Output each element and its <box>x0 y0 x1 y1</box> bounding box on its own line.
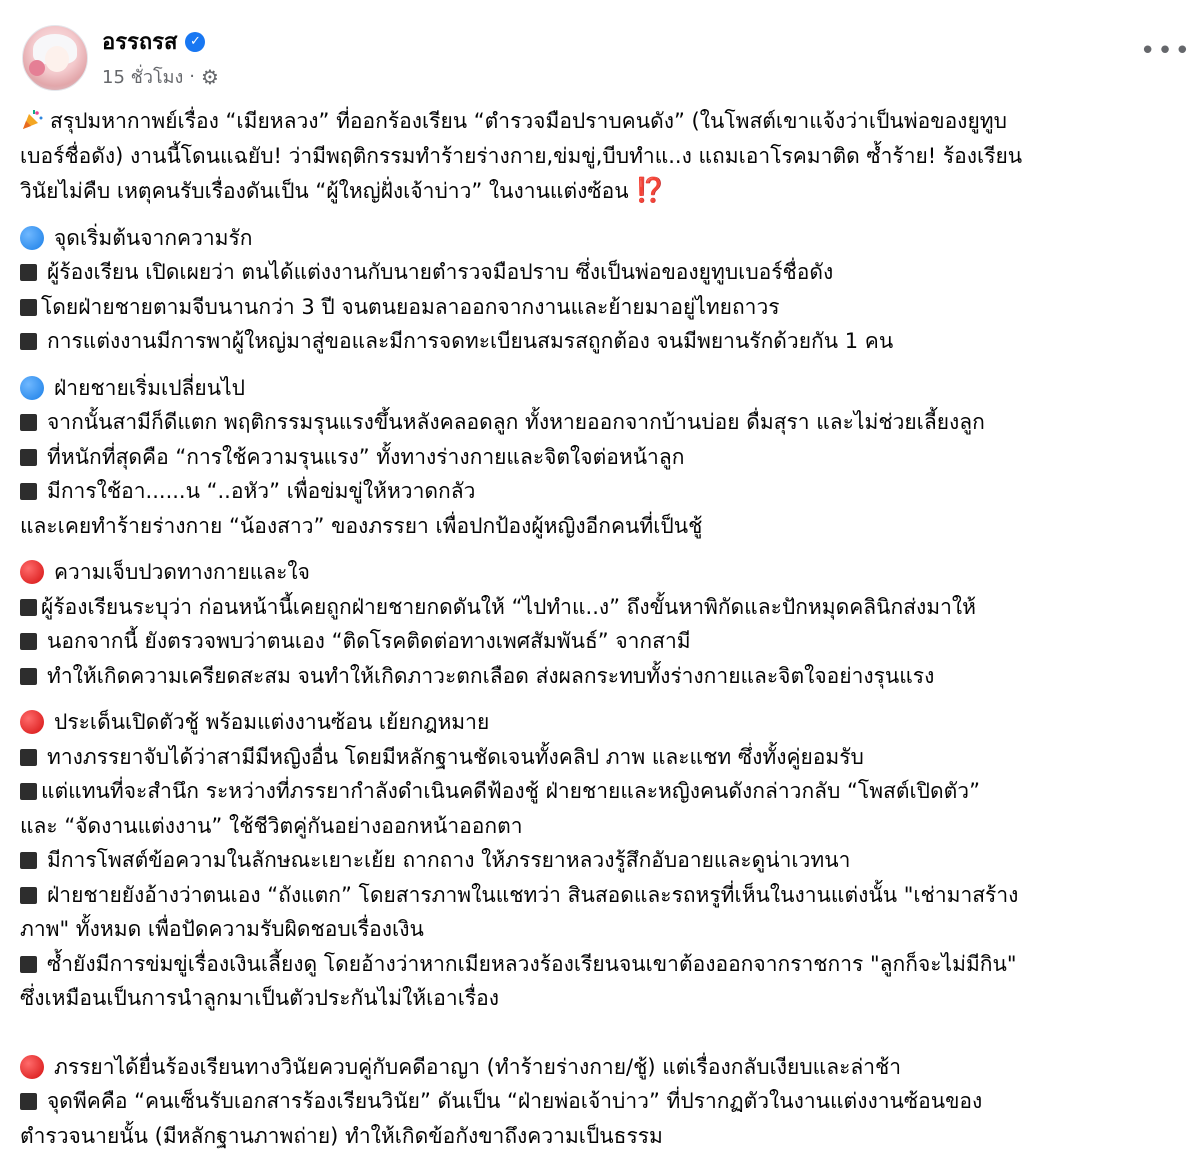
bullet-item <box>20 740 1180 775</box>
bullet-item <box>20 947 1180 982</box>
section-2 <box>20 371 1180 544</box>
black-square-icon <box>20 599 37 616</box>
post-meta <box>102 62 219 91</box>
red-circle-icon <box>20 1055 44 1079</box>
black-square-icon <box>20 414 37 431</box>
bullet-text: การแต่งงานมีการพาผู้ใหญ่มาสู่ขอและมีการจดทะเบียนสมรสถูกต้อง จนมีพยานรักด้วยกัน 1 คน <box>47 329 894 353</box>
bullet-text: ผู้ร้องเรียนระบุว่า ก่อนหน้านี้เคยถูกฝ่ายชายกดดันให้ “ไปทำแ..ง” ถึงขั้นหาพิกัดและปักหมุดคลินิกส่งมาให้ <box>41 594 977 619</box>
bullet-item <box>20 255 1180 290</box>
bullet-text: จากนั้นสามีก็ดีแตก พฤติกรรมรุนแรงขึ้นหลังคลอดลูก ทั้งหายออกจากบ้านบ่อย ดื่มสุรา และไม่ช่วยเลี้ยงลูก <box>47 410 985 434</box>
bullet-item <box>20 440 1180 475</box>
intro-line-2: เบอร์ชื่อดัง) งานนี้โดนแฉยับ! ว่ามีพฤติกรรมทำร้ายร่างกาย,ข่มขู่,บีบทำแ..ง แถมเอาโรคมาติด ซ้ำร้าย! ร้องเรียน <box>20 143 1023 168</box>
black-square-icon <box>20 783 37 800</box>
more-options-icon[interactable]: ••• <box>1140 36 1193 66</box>
section-heading <box>20 555 1180 590</box>
bullet-item <box>20 324 1180 359</box>
bullet-item <box>20 474 1180 509</box>
bullet-item <box>20 290 1180 325</box>
avatar-flower <box>29 60 45 76</box>
red-circle-icon <box>20 560 44 584</box>
author-name-row <box>102 24 205 59</box>
section-4 <box>20 705 1180 1016</box>
black-square-icon <box>20 333 37 350</box>
bullet-item <box>20 405 1180 440</box>
black-square-icon <box>20 483 37 500</box>
section-5 <box>20 1050 1180 1154</box>
black-square-icon <box>20 264 37 281</box>
intro-text-3: วินัยไม่คืบ เหตุคนรับเรื่องดันเป็น “ผู้ใหญ่ฝั่งเจ้าบ่าว” ในงานแต่งซ้อน <box>20 179 629 203</box>
black-square-icon <box>20 633 37 650</box>
bullet-text: ทำให้เกิดความเครียดสะสม จนทำให้เกิดภาวะตกเลือด ส่งผลกระทบทั้งร่างกายและจิตใจอย่างรุนแรง <box>47 663 935 688</box>
bullet-continuation: ซึ่งเหมือนเป็นการนำลูกมาเป็นตัวประกันไม่ให้เอาเรื่อง <box>20 986 500 1010</box>
bullet-item <box>20 659 1180 694</box>
gear-icon[interactable]: ⚙ <box>201 64 219 89</box>
bullet-continuation: และ “จัดงานแต่งงาน” ใช้ชีวิตคู่กันอย่างออกหน้าออกตา <box>20 813 523 838</box>
bullet-continuation: ภาพ" ทั้งหมด เพื่อปัดความรับผิดชอบเรื่องเงิน <box>20 917 424 941</box>
bullet-text: ผู้ร้องเรียน เปิดเผยว่า ตนได้แต่งงานกับนายตำรวจมือปราบ ซึ่งเป็นพ่อของยูทูบเบอร์ชื่อดัง <box>47 260 834 284</box>
bullet-item <box>20 624 1180 659</box>
section-heading <box>20 221 1180 256</box>
intro-paragraph <box>20 104 1180 209</box>
black-square-icon <box>20 887 37 904</box>
red-circle-icon <box>20 710 44 734</box>
black-square-icon <box>20 749 37 766</box>
intro-text-1: สรุปมหากาพย์เรื่อง “เมียหลวง” ที่ออกร้องเรียน “ตำรวจมือปราบคนดัง” (ในโพสต์เขาแจ้งว่าเป็นพ่อของยูทูบ <box>50 109 1007 133</box>
bullet-text: ฝ่ายชายยังอ้างว่าตนเอง “ถังแตก” โดยสารภาพในแชทว่า สินสอดและรถหรูที่เห็นในงานแต่งนั้น "เช่ามาสร้าง <box>47 882 1019 907</box>
avatar-face <box>45 46 69 72</box>
post-header <box>20 22 1193 94</box>
verified-badge-icon: ✓ <box>185 32 205 52</box>
black-square-icon <box>20 668 37 685</box>
blue-circle-icon <box>20 226 44 250</box>
bullet-item <box>20 878 1180 913</box>
bullet-text: จุดพีคคือ “คนเซ็นรับเอกสารร้องเรียนวินัย” ดันเป็น “ฝ่ายพ่อเจ้าบ่าว” ที่ปรากฏตัวในงานแต่งงานซ้อนของ <box>47 1089 983 1113</box>
intro-line-3 <box>20 173 1180 209</box>
author-avatar[interactable] <box>22 25 88 91</box>
post-timestamp[interactable]: 15 ชั่วโมง <box>102 67 184 88</box>
bullet-continuation: และเคยทำร้ายร่างกาย “น้องสาว” ของภรรยา เพื่อปกป้องผู้หญิงอีกคนที่เป็นชู้ <box>20 513 703 538</box>
bullet-text: ที่หนักที่สุดคือ “การใช้ความรุนแรง” ทั้งทางร่างกายและจิตใจต่อหน้าลูก <box>47 444 685 469</box>
author-name[interactable]: อรรถรส <box>102 30 178 55</box>
party-popper-icon <box>20 108 44 132</box>
section-heading <box>20 705 1180 740</box>
section-title: ความเจ็บปวดทางกายและใจ <box>54 560 310 584</box>
bullet-text: ทางภรรยาจับได้ว่าสามีมีหญิงอื่น โดยมีหลักฐานชัดเจนทั้งคลิป ภาพ และแชท ซึ่งทั้งคู่ยอมรับ <box>47 744 864 769</box>
section-title: ฝ่ายชายเริ่มเปลี่ยนไป <box>54 375 245 400</box>
bullet-text: มีการใช้อา......น “..อหัว” เพื่อข่มขู่ให้หวาดกลัว <box>47 479 476 503</box>
black-square-icon <box>20 956 37 973</box>
bullet-continuation: ตำรวจนายนั้น (มีหลักฐานภาพถ่าย) ทำให้เกิดข้อกังขาถึงความเป็นธรรม <box>20 1123 663 1148</box>
bullet-text: ซ้ำยังมีการข่มขู่เรื่องเงินเลี้ยงดู โดยอ้างว่าหากเมียหลวงร้องเรียนจนเขาต้องออกจากราชการ "ลูกก็จะไม่มีกิน" <box>47 951 1017 976</box>
bullet-text: มีการโพสต์ข้อความในลักษณะเยาะเย้ย ถากถาง ให้ภรรยาหลวงรู้สึกอับอายและดูน่าเวทนา <box>47 848 851 872</box>
section-title: จุดเริ่มต้นจากความรัก <box>54 225 253 250</box>
exclamation-question-icon: ⁉️ <box>635 176 666 204</box>
bullet-text: นอกจากนี้ ยังตรวจพบว่าตนเอง “ติดโรคติดต่อทางเพศสัมพันธ์” จากสามี <box>47 629 691 653</box>
section-title: ประเด็นเปิดตัวชู้ พร้อมแต่งงานซ้อน เย้ยกฎหมาย <box>54 710 490 734</box>
bullet-item <box>20 1084 1180 1119</box>
post-body <box>20 104 1180 1165</box>
section-1 <box>20 221 1180 359</box>
black-square-icon <box>20 1093 37 1110</box>
blank-line <box>20 1028 1180 1050</box>
intro-line-1 <box>20 104 1180 139</box>
bullet-text: โดยฝ่ายชายตามจีบนานกว่า 3 ปี จนตนยอมลาออกจากงานและย้ายมาอยู่ไทยถาวร <box>41 294 780 319</box>
section-heading <box>20 371 1180 406</box>
bullet-item <box>20 843 1180 878</box>
black-square-icon <box>20 852 37 869</box>
black-square-icon <box>20 449 37 466</box>
bullet-item <box>20 774 1180 809</box>
section-heading <box>20 1050 1180 1085</box>
section-3 <box>20 555 1180 693</box>
bullet-text: แต่แทนที่จะสำนึก ระหว่างที่ภรรยากำลังดำเนินคดีฟ้องชู้ ฝ่ายชายและหญิงคนดังกล่าวกลับ “โพสต์เปิดตัว” <box>41 779 980 803</box>
bullet-item <box>20 590 1180 625</box>
blue-circle-icon <box>20 376 44 400</box>
black-square-icon <box>20 299 37 316</box>
meta-separator: · <box>189 66 196 87</box>
section-title: ภรรยาได้ยื่นร้องเรียนทางวินัยควบคู่กับคดีอาญา (ทำร้ายร่างกาย/ชู้) แต่เรื่องกลับเงียบและล่าช้า <box>54 1054 902 1079</box>
